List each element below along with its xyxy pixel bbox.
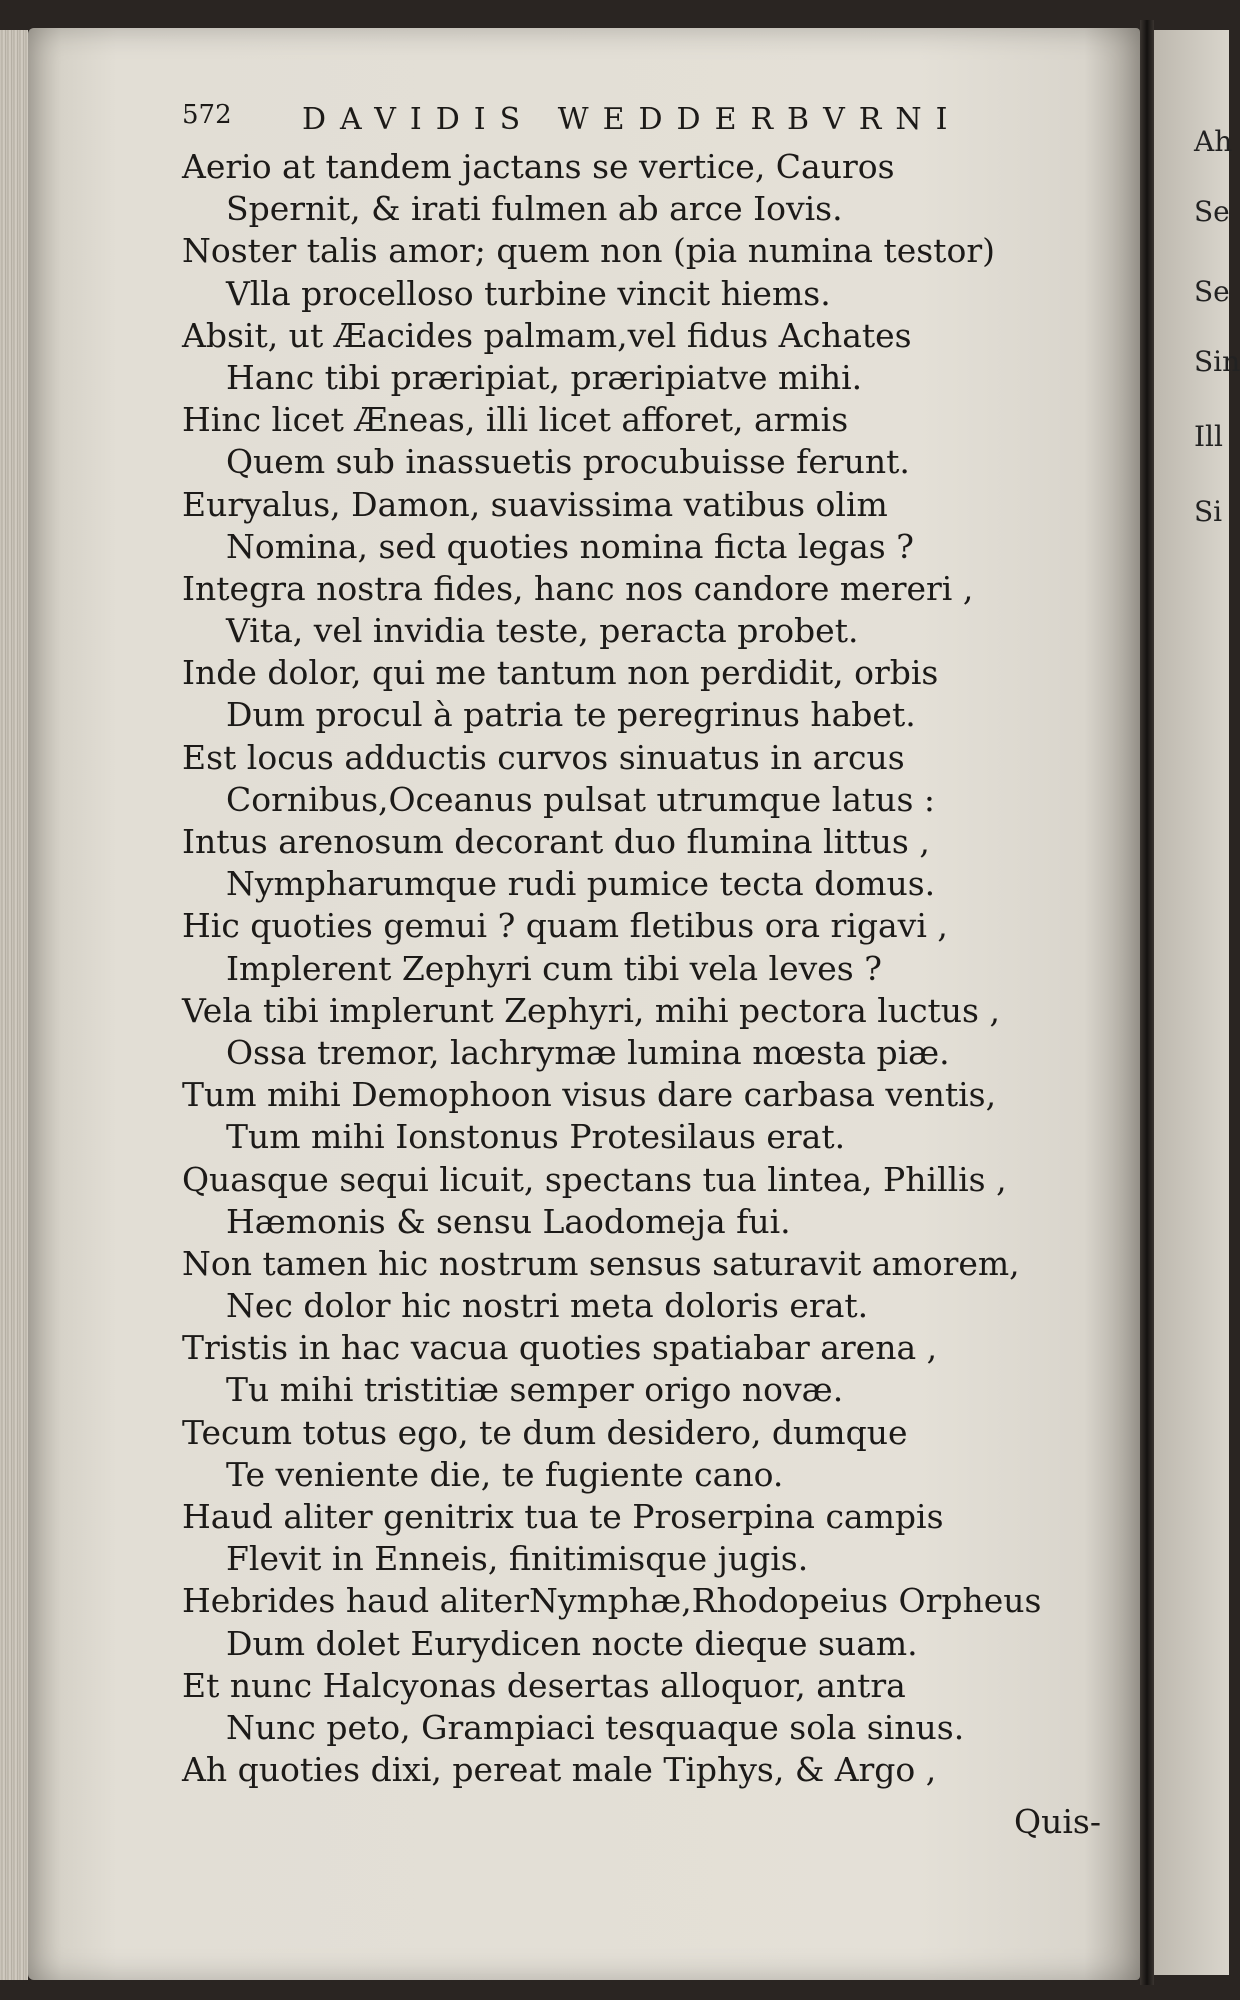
verse-line: Nympharumque rudi pumice tecta domus. (226, 864, 936, 904)
verse-line: Nec dolor hic nostri meta doloris erat. (226, 1286, 869, 1326)
verse-line: Intus arenosum decorant duo flumina littus , (182, 822, 930, 861)
verse-line: Tum mihi Ionstonus Protesilaus erat. (226, 1117, 846, 1157)
verse-line: Hebrides haud aliterNymphæ,Rhodopeius Orpheus (182, 1581, 1042, 1621)
verse-line: Spernit, & irati fulmen ab arce Iovis. (226, 189, 843, 229)
verse-line: Et nunc Halcyonas desertas alloquor, antra (182, 1665, 906, 1705)
verse-line: Inde dolor, qui me tantum non perdidit, orbis (182, 653, 939, 693)
facing-page-fragment: Ah (1194, 125, 1233, 158)
verse-line: Tum mihi Demophoon visus dare carbasa ventis, (182, 1075, 997, 1115)
verse-line: Ossa tremor, lachrymæ lumina mœsta piæ. (226, 1032, 950, 1072)
verse-line: Aerio at tandem jactans se vertice, Cauros (182, 147, 895, 186)
verse-line: Hinc licet Æneas, illi licet afforet, armis (182, 400, 849, 440)
poem-text (182, 146, 1102, 1791)
facing-page (1154, 30, 1240, 1975)
verse-line: Vela tibi implerunt Zephyri, mihi pectora luctus , (182, 990, 1000, 1030)
verse-line: Haud aliter genitrix tua te Proserpina campis (182, 1497, 944, 1536)
verse-line: Dum procul à patria te peregrinus habet. (226, 695, 916, 735)
verse-line: Nunc peto, Grampiaci tesquaque sola sinus. (226, 1707, 965, 1747)
verse-line: Nomina, sed quoties nomina ficta legas ? (226, 526, 914, 566)
page-header (182, 100, 982, 146)
page-number: 572 (182, 100, 232, 130)
catchword: Quis- (1014, 1802, 1101, 1841)
verse-line: Quem sub inassuetis procubuisse ferunt. (226, 442, 910, 482)
verse-line: Flevit in Enneis, finitimisque jugis. (226, 1539, 809, 1579)
verse-line: Hanc tibi præripiat, præripiatve mihi. (226, 357, 863, 397)
verse-line: Hic quoties gemui ? quam fletibus ora rigavi , (182, 906, 948, 946)
verse-line: Noster talis amor; quem non (pia numina testor) (182, 231, 995, 271)
verse-line: Hæmonis & sensu Laodomeja fui. (226, 1201, 791, 1241)
verse-line: Tristis in hac vacua quoties spatiabar arena , (182, 1328, 938, 1368)
verse-line: Vlla procelloso turbine vincit hiems. (226, 273, 831, 313)
book-page-edges (0, 30, 28, 1980)
verse-line: Implerent Zephyri cum tibi vela leves ? (226, 948, 882, 988)
verse-line: Vita, vel invidia teste, peracta probet. (226, 611, 859, 651)
running-title: DAVIDIS WEDDERBVRNI (302, 102, 962, 137)
facing-page-fragment: Ill (1194, 420, 1223, 453)
verse-line: Cornibus,Oceanus pulsat utrumque latus : (226, 779, 935, 819)
verse-line: Tu mihi tristitiæ semper origo novæ. (226, 1370, 844, 1410)
book-gutter (1140, 20, 1154, 1985)
verse-line: Dum dolet Eurydicen nocte dieque suam. (226, 1623, 918, 1663)
facing-page-fragment: Se (1194, 275, 1230, 308)
verse-line: Te veniente die, te fugiente cano. (226, 1454, 784, 1494)
verse-line: Non tamen hic nostrum sensus saturavit amorem, (182, 1243, 1020, 1283)
verse-line: Quasque sequi licuit, spectans tua lintea, Phillis , (182, 1159, 1007, 1199)
verse-line: Euryalus, Damon, suavissima vatibus olim (182, 484, 888, 524)
verse-line: Absit, ut Æacides palmam,vel fidus Achates (182, 315, 912, 355)
verse-line: Integra nostra fides, hanc nos candore mereri , (182, 568, 974, 608)
verse-line: Est locus adductis curvos sinuatus in arcus (182, 737, 905, 777)
verse-line: Ah quoties dixi, pereat male Tiphys, & Argo , (182, 1750, 937, 1790)
facing-page-fragment: Si (1194, 495, 1223, 528)
facing-page-fragment: Sin (1194, 345, 1240, 378)
verse-line: Tecum totus ego, te dum desidero, dumque (182, 1412, 908, 1452)
facing-page-fragment: Se (1194, 195, 1230, 228)
